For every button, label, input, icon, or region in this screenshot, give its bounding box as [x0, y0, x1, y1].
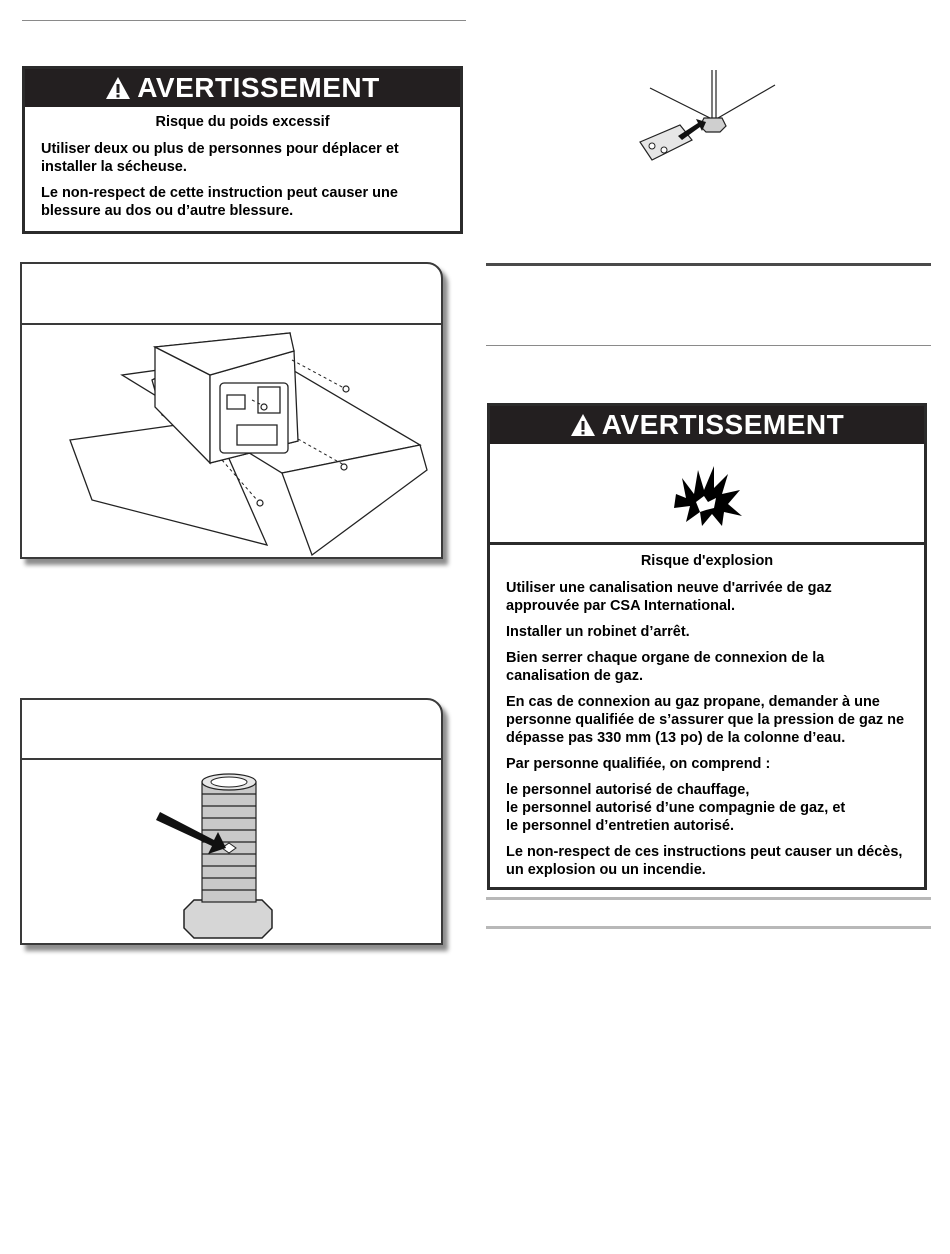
section-divider: [486, 345, 931, 346]
warning-line: Par personne qualifiée, on comprend :: [506, 756, 771, 772]
warning-title: Risque d'explosion: [640, 553, 774, 569]
top-divider: [22, 20, 466, 21]
explosion-icon-panel: [490, 444, 924, 545]
warning-line: le personnel autorisé d’une compagnie de gaz, et: [506, 800, 846, 816]
figure-header: [22, 700, 441, 760]
warning-title: Risque du poids excessif: [155, 114, 330, 130]
section-divider: [486, 897, 931, 900]
section-divider: [486, 263, 931, 266]
dryer-on-carton-illustration: [22, 325, 441, 557]
warning-line: Installer un robinet d’arrêt.: [506, 624, 690, 640]
warning-header: [25, 69, 460, 107]
warning-explosion-box: [487, 403, 927, 890]
warning-line: Le non-respect de cette instruction peut causer une blessure au dos ou d’autre blessure.: [41, 185, 398, 219]
warning-triangle-icon: [570, 413, 596, 437]
warning-weight-box: [22, 66, 463, 234]
leveling-bracket-illustration: [630, 70, 780, 170]
warning-header-text: AVERTISSEMENT: [601, 409, 845, 440]
leveling-foot-illustration: [22, 760, 441, 943]
explosion-icon: [672, 464, 744, 528]
figure-leveling-foot: [20, 698, 443, 945]
warning-line: Le non-respect de ces instructions peut causer un décès, un explosion ou un incendie.: [506, 844, 903, 878]
warning-triangle-icon: [105, 76, 131, 100]
warning-line: Utiliser une canalisation neuve d'arrivée de gaz approuvée par CSA International.: [506, 580, 832, 614]
warning-line: En cas de connexion au gaz propane, demander à une personne qualifiée de s’assurer que la pression de gaz ne dépasse pas 330 mm (13 po) de la colonne d’eau.: [506, 694, 905, 746]
warning-header: [490, 406, 924, 444]
figure-header: [22, 264, 441, 325]
warning-line: le personnel autorisé de chauffage,: [506, 782, 750, 798]
warning-header-text: AVERTISSEMENT: [137, 72, 380, 103]
warning-line: Bien serrer chaque organe de connexion de la canalisation de gaz.: [506, 650, 825, 684]
warning-line: Utiliser deux ou plus de personnes pour déplacer et installer la sécheuse.: [41, 141, 399, 175]
figure-dryer-carton: [20, 262, 443, 559]
warning-line: le personnel d’entretien autorisé.: [506, 818, 735, 834]
section-divider: [486, 926, 931, 929]
